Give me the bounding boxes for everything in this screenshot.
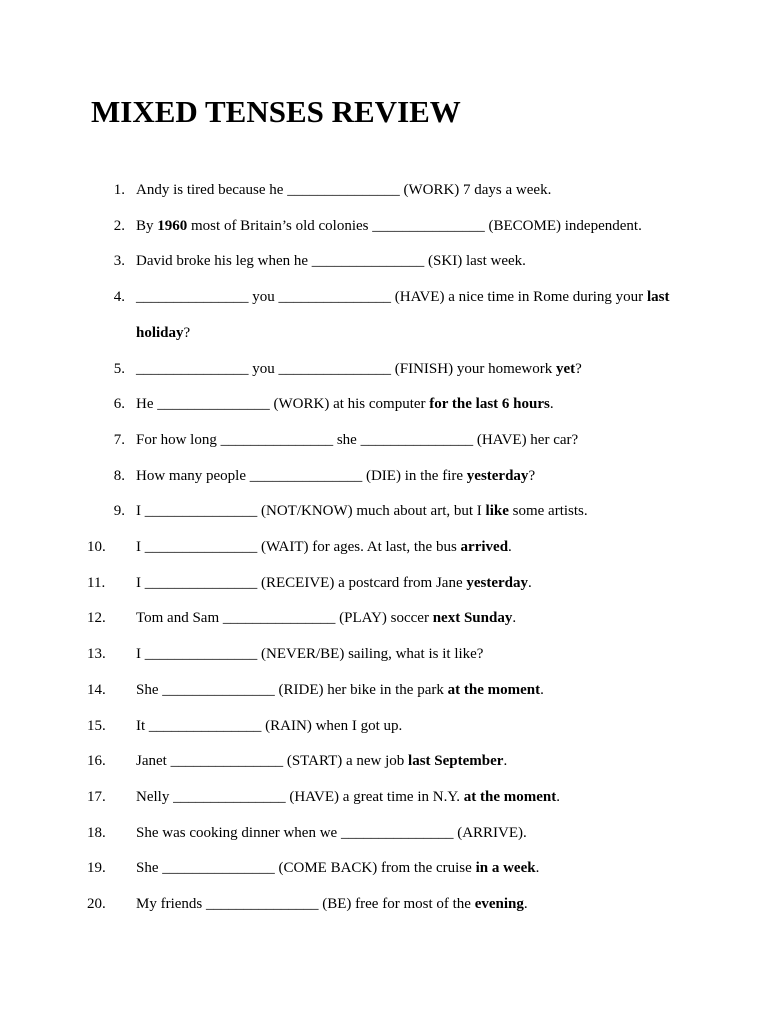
question-text: ? [575,360,582,377]
emphasized-text: last September [408,753,504,770]
answer-blank: _______________ [144,574,258,591]
question-item [0,244,768,280]
question-number: 8. [113,467,125,484]
question-text: How many people [136,467,250,484]
question-number: 3. [113,253,125,270]
question-text: For how long [136,431,221,448]
question-text: (FINISH) your homework [391,360,556,377]
question-text: Andy is tired because he [136,182,288,198]
question-text: It [136,717,149,734]
emphasized-text: yet [555,360,576,377]
question-item: 11. I _______________ (RECEIVE) a postcard from Jane yesterday. [87,574,532,591]
emphasized-text: evening [474,896,524,913]
question-text: . [508,539,512,556]
question-item [0,387,768,423]
answer-blank: _______________ [162,860,275,877]
question-item: 19. She _______________ (COME BACK) from the cruise in a week. [87,860,540,877]
question-text: She [136,860,163,877]
answer-blank: _______________ [170,753,284,770]
question-text: (NOT/KNOW) much about art, but I [257,503,486,520]
question-text: ? [528,467,536,484]
question-number: 5. [113,360,125,377]
question-number: 6. [113,396,125,413]
question-item: 17. Nelly _______________ (HAVE) a great time in N.Y. at the moment. [87,788,560,805]
question-item [0,209,768,245]
question-text: (SKI) last week. [424,253,526,270]
answer-blank: _______________ [278,360,391,377]
question-text: ? [183,324,191,341]
question-text: I [136,646,145,663]
question-text: Tom and Sam [136,610,223,627]
question-text: (START) a new job [283,753,409,770]
question-text: she [333,431,361,448]
question-item [0,494,768,530]
question-text: I [136,574,145,591]
question-text: Janet [136,753,171,770]
question-item: 20. My friends _______________ (BE) free for most of the evening. [87,896,528,913]
question-item [0,352,768,388]
question-text: I [136,539,145,556]
emphasized-text: arrived [460,539,509,556]
question-text: . [503,753,508,770]
question-text: (BE) free for most of the [318,896,475,913]
question-text: (NEVER/BE) sailing, what is it like? [257,646,484,663]
answer-blank: _______________ [136,360,249,377]
answer-blank: _______________ [157,396,270,413]
question-text: David broke his leg when he [136,253,312,270]
question-text: you [248,289,279,306]
answer-blank: _______________ [144,503,258,520]
question-item: 18. She was cooking dinner when we _______________ (ARRIVE). [87,824,527,841]
answer-blank: _______________ [206,896,319,913]
question-item [0,459,768,495]
answer-blank: _______________ [222,610,336,627]
question-text: I [136,503,145,520]
question-item: 10. I _______________ (WAIT) for ages. At last, the bus arrived. [87,539,512,556]
answer-blank: _______________ [144,646,258,663]
question-text: (ARRIVE). [453,824,527,841]
question-item: 14. She _______________ (RIDE) her bike in the park at the moment. [87,681,544,698]
question-text: (HAVE) a great time in N.Y. [285,788,464,805]
answer-blank: _______________ [287,182,400,198]
question-number: 9. [113,503,125,520]
question-item [0,423,768,459]
question-text: . [549,396,554,413]
question-item [0,173,768,209]
emphasized-text: for the last 6 hours [429,396,550,413]
question-text: (RIDE) her bike in the park [274,681,448,698]
question-number: 4. [113,289,125,306]
emphasized-text: yesterday [466,467,529,484]
question-text: you [248,360,279,377]
question-text: By [136,217,158,234]
question-text: most of Britain’s old colonies [187,217,373,234]
answer-blank: _______________ [144,539,258,556]
question-text: . [556,788,560,805]
question-item: 15. It _______________ (RAIN) when I got up. [87,717,403,734]
answer-blank: _______________ [173,788,286,805]
question-text: (WAIT) for ages. At last, the bus [257,539,461,556]
question-list [0,173,768,923]
answer-blank: _______________ [249,467,363,484]
question-text: (DIE) in the fire [362,467,467,484]
question-text: . [535,860,540,877]
question-text: He [136,396,158,413]
question-number: 2. [113,217,125,234]
answer-blank: _______________ [360,431,474,448]
emphasized-text: at the moment [463,788,557,805]
question-item: 12. Tom and Sam _______________ (PLAY) soccer next Sunday. [87,610,517,627]
emphasized-text: like [485,503,509,520]
answer-blank: _______________ [148,717,262,734]
question-text: My friends [136,896,206,913]
answer-blank: _______________ [162,681,275,698]
emphasized-text: at the moment [447,681,541,698]
question-text: (WORK) 7 days a week. [399,182,552,198]
question-item: 16. Janet _______________ (START) a new job last September. [87,753,508,770]
emphasized-text: in a week [475,860,536,877]
answer-blank: _______________ [311,253,425,270]
question-item [0,280,768,351]
question-text: (BECOME) independent. [484,217,642,234]
emphasized-text: last holiday [136,289,670,341]
emphasized-text: next Sunday [432,610,513,627]
answer-blank: _______________ [372,217,485,234]
question-text: (COME BACK) from the cruise [274,860,476,877]
emphasized-text: yesterday [466,574,529,591]
question-text: (PLAY) soccer [335,610,433,627]
answer-blank: _______________ [220,431,334,448]
emphasized-text: 1960 [157,217,188,234]
question-text: Nelly [136,788,174,805]
question-text: (HAVE) her car? [473,431,579,448]
question-text: some artists. [508,503,588,520]
answer-blank: _______________ [278,289,391,306]
question-number: 1. [113,182,125,198]
question-text: (WORK) at his computer [269,396,430,413]
question-text: . [523,896,528,913]
question-text: (HAVE) a nice time in Rome during your [391,289,647,306]
page-title: MIXED TENSES REVIEW [91,94,461,129]
question-text: She was cooking dinner when we [136,824,341,841]
question-text: She [136,681,163,698]
question-text: (RECEIVE) a postcard from Jane [257,574,467,591]
answer-blank: _______________ [340,824,454,841]
question-text: (RAIN) when I got up. [261,717,403,734]
question-number: 7. [113,431,125,448]
question-item: 13. I _______________ (NEVER/BE) sailing, what is it like? [87,646,484,663]
answer-blank: _______________ [136,289,249,306]
question-text: . [540,681,544,698]
question-text: . [528,574,532,591]
question-text: . [512,610,517,627]
